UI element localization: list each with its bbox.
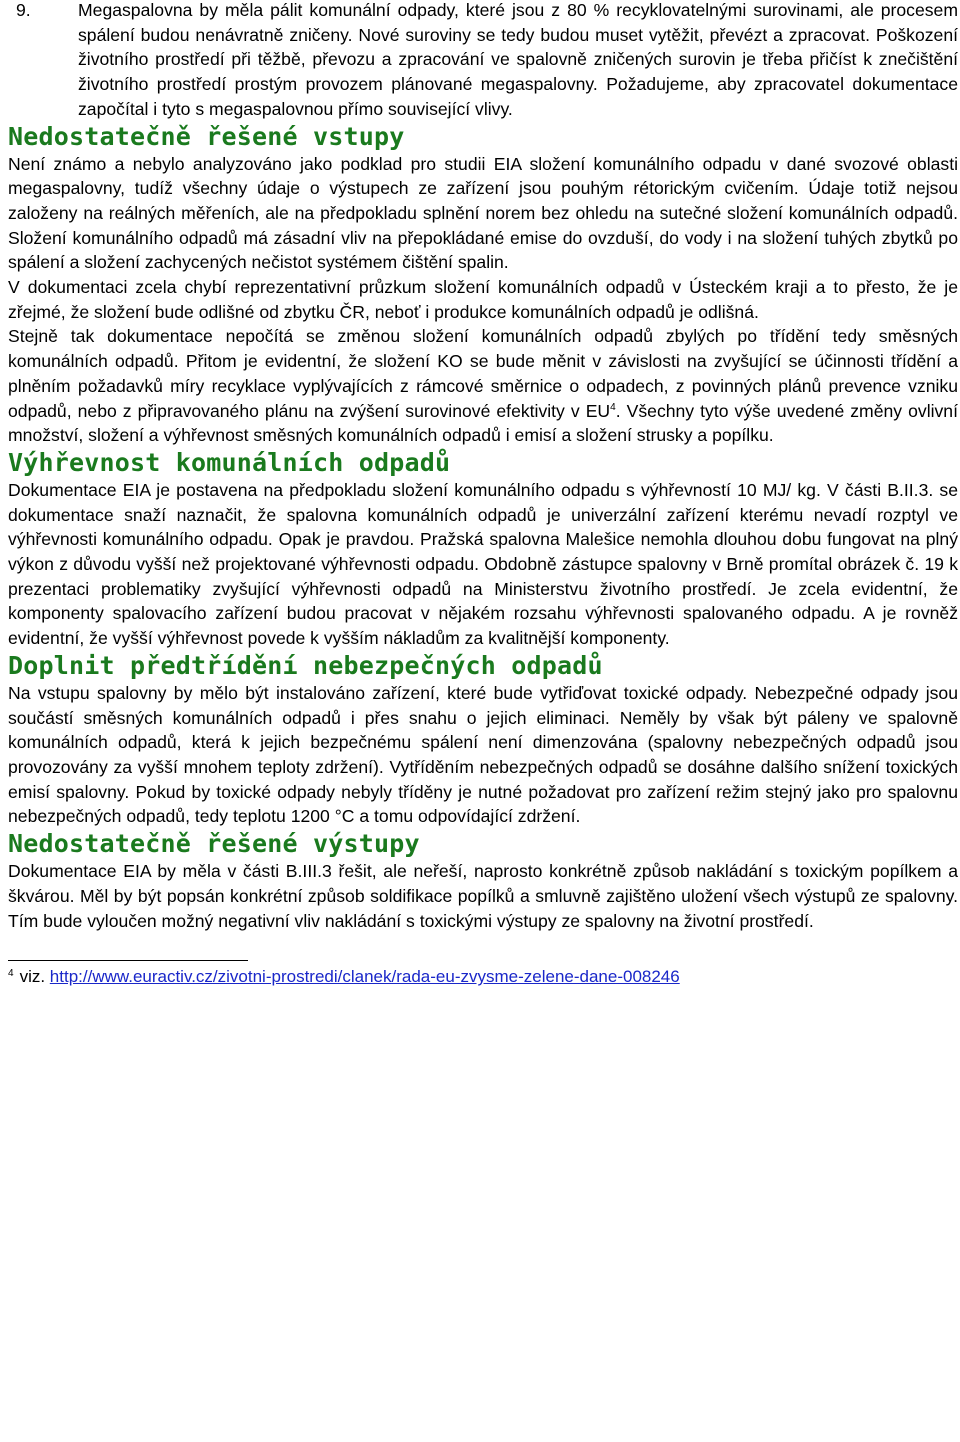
doplnit-paragraph: Na vstupu spalovny by mělo být instalováno zařízení, které bude vytřiďovat toxické odpady. Nebezpečné odpady jsou součástí směsných komunálních odpadů i přes snahu o jejich eliminaci. Neměly by však být páleny ve spalovně komunálních odpadů, která k jejich bezpečnému spálení není dimenzována (spalovny nebezpečných odpadů jsou provozovány za vyšší mnohem teploty zdržení). Vytříděním nebezpečných odpadů se dosáhne dalšího snížení toxických emisí spalovny. Pokud by toxické odpady nebyly tříděny je nutné požadovat pro zařízení režim stejný jako pro spalovnu nebezpečných odpadů, tedy teplotu 1200 °C a tomu odpovídající zdržení.	[8, 682, 958, 827]
footnote-mark: 4	[8, 967, 14, 979]
list-item-9	[8, 0, 958, 122]
footnote-reference-4[interactable]: 4	[610, 401, 616, 413]
footnote-divider	[8, 960, 248, 961]
footnote-4	[8, 966, 958, 988]
vstupy-paragraph-3-text-b: . Všechny tyto výše uvedené změny ovlivní množství, složení a výhřevnost směsných komunálních odpadů i emisí a složení strusky a popílku.	[8, 400, 958, 446]
footnote-link[interactable]: http://www.euractiv.cz/zivotni-prostredi/clanek/rada-eu-zvysme-zelene-dane-008246	[49, 967, 680, 987]
list-number: 9.	[16, 0, 31, 20]
heading-nedostatecne-resene-vstupy: Nedostatečně řešené vstupy	[8, 121, 405, 151]
heading-vyhrevnost-komunalnich-odpadu: Výhřevnost komunálních odpadů	[8, 447, 451, 477]
document-page	[8, 0, 958, 988]
vstupy-paragraph-3	[8, 324, 958, 448]
heading-doplnit-predtrideni: Doplnit předtřídění nebezpečných odpadů	[8, 650, 603, 680]
vstupy-paragraph-2: V dokumentaci zcela chybí reprezentativní průzkum složení komunálních odpadů v Ústeckém kraji a to přesto, že je zřejmé, že složení bude odlišné od zbytku ČR, neboť i produkce komunálních odpadů je odlišná.	[8, 277, 958, 322]
vyhrevnost-paragraph: Dokumentace EIA je postavena na předpokladu složení komunálního odpadu s výhřevností 10 MJ/ kg. V části B.II.3. se dokumentace snaží naznačit, že spalovna komunálních odpadů je univerzální zařízení kterému nevadí rozptyl ve výhřevnosti komunálního odpadu. Opak je pravdou. Pražská spalovna Malešice nemohla dlouhou dobu fungovat na plný výkon z důvodu vyšší než projektované výhřevnosti odpadu. Obdobně zástupce spalovny v Brně promítal obrázek č. 19 k prezentaci problematiky zvyšující výhřevnosti odpadů na Ministerstvu životního prostředí. Je zcela evidentní, že komponenty spalovacího zařízení budou pracovat v nějakém rozsahu výhřevnosti spalovaného odpadu. A je rovněž evidentní, že vyšší výhřevnost povede k vyšším nákladům za kvalitnější komponenty.	[8, 479, 958, 649]
vstupy-paragraph-3-text-a: Stejně tak dokumentace nepočítá se změnou složení komunálních odpadů zbylých po třídění tedy směsných komunálních odpadů. Přitom je evidentní, že složení KO se bude měnit v závislosti na zvyšující se účinnosti třídění a plněním požadavků míry recyklace vyplývajících z rámcové směrnice o odpadech, z povinných plánů prevence vzniku odpadů, nebo z připravovaného plánu na zvýšení surovinové efektivity v EU	[8, 326, 958, 421]
list-item-text: Megaspalovna by měla pálit komunální odpady, které jsou z 80 % recyklovatelnými surovinami, ale procesem spálení budou nenávratně zničeny. Nové suroviny se tedy budou muset vytěžit, převézt a zpracovat. Poškození životního prostředí při těžbě, převozu a zpracování ve spalovně zničených surovin je třeba přičíst k znečištění životního prostředí prostým provozem plánované megaspalovny. Požadujeme, aby zpracovatel dokumentace započítal i tyto s megaspalovnou přímo související vlivy.	[78, 0, 958, 119]
heading-nedostatecne-resene-vystupy: Nedostatečně řešené výstupy	[8, 829, 420, 859]
vystupy-paragraph: Dokumentace EIA by měla v části B.III.3 řešit, ale neřeší, naprosto konkrétně způsob nakládání s toxickým popílkem a škvárou. Měl by být popsán konkrétní způsob soldifikace popílků a smluvně zajištěno uložení všech výstupů ze spalovny. Tím bude vyloučen možný negativní vliv nakládání s toxickými výstupy ze spalovny na životní prostředí.	[8, 861, 958, 931]
vstupy-paragraph-1: Není známo a nebylo analyzováno jako podklad pro studii EIA složení komunálního odpadu v dané svozové oblasti megaspalovny, tudíž všechny údaje o výstupech ze zařízení jsou pouhým rétorickým cvičením. Údaje totiž nejsou založeny na reálných měřeních, ale na předpokladu splnění norem bez ohledu na sutečné složení komunálních odpadů. Složení komunálního odpadů má zásadní vliv na přepokládané emise do ovzduší, do vody i na složení tuhých zbytků po spálení a složení zachycených nečistot systémem čištění spalin.	[8, 153, 958, 273]
footnote-prefix: viz.	[19, 967, 46, 987]
